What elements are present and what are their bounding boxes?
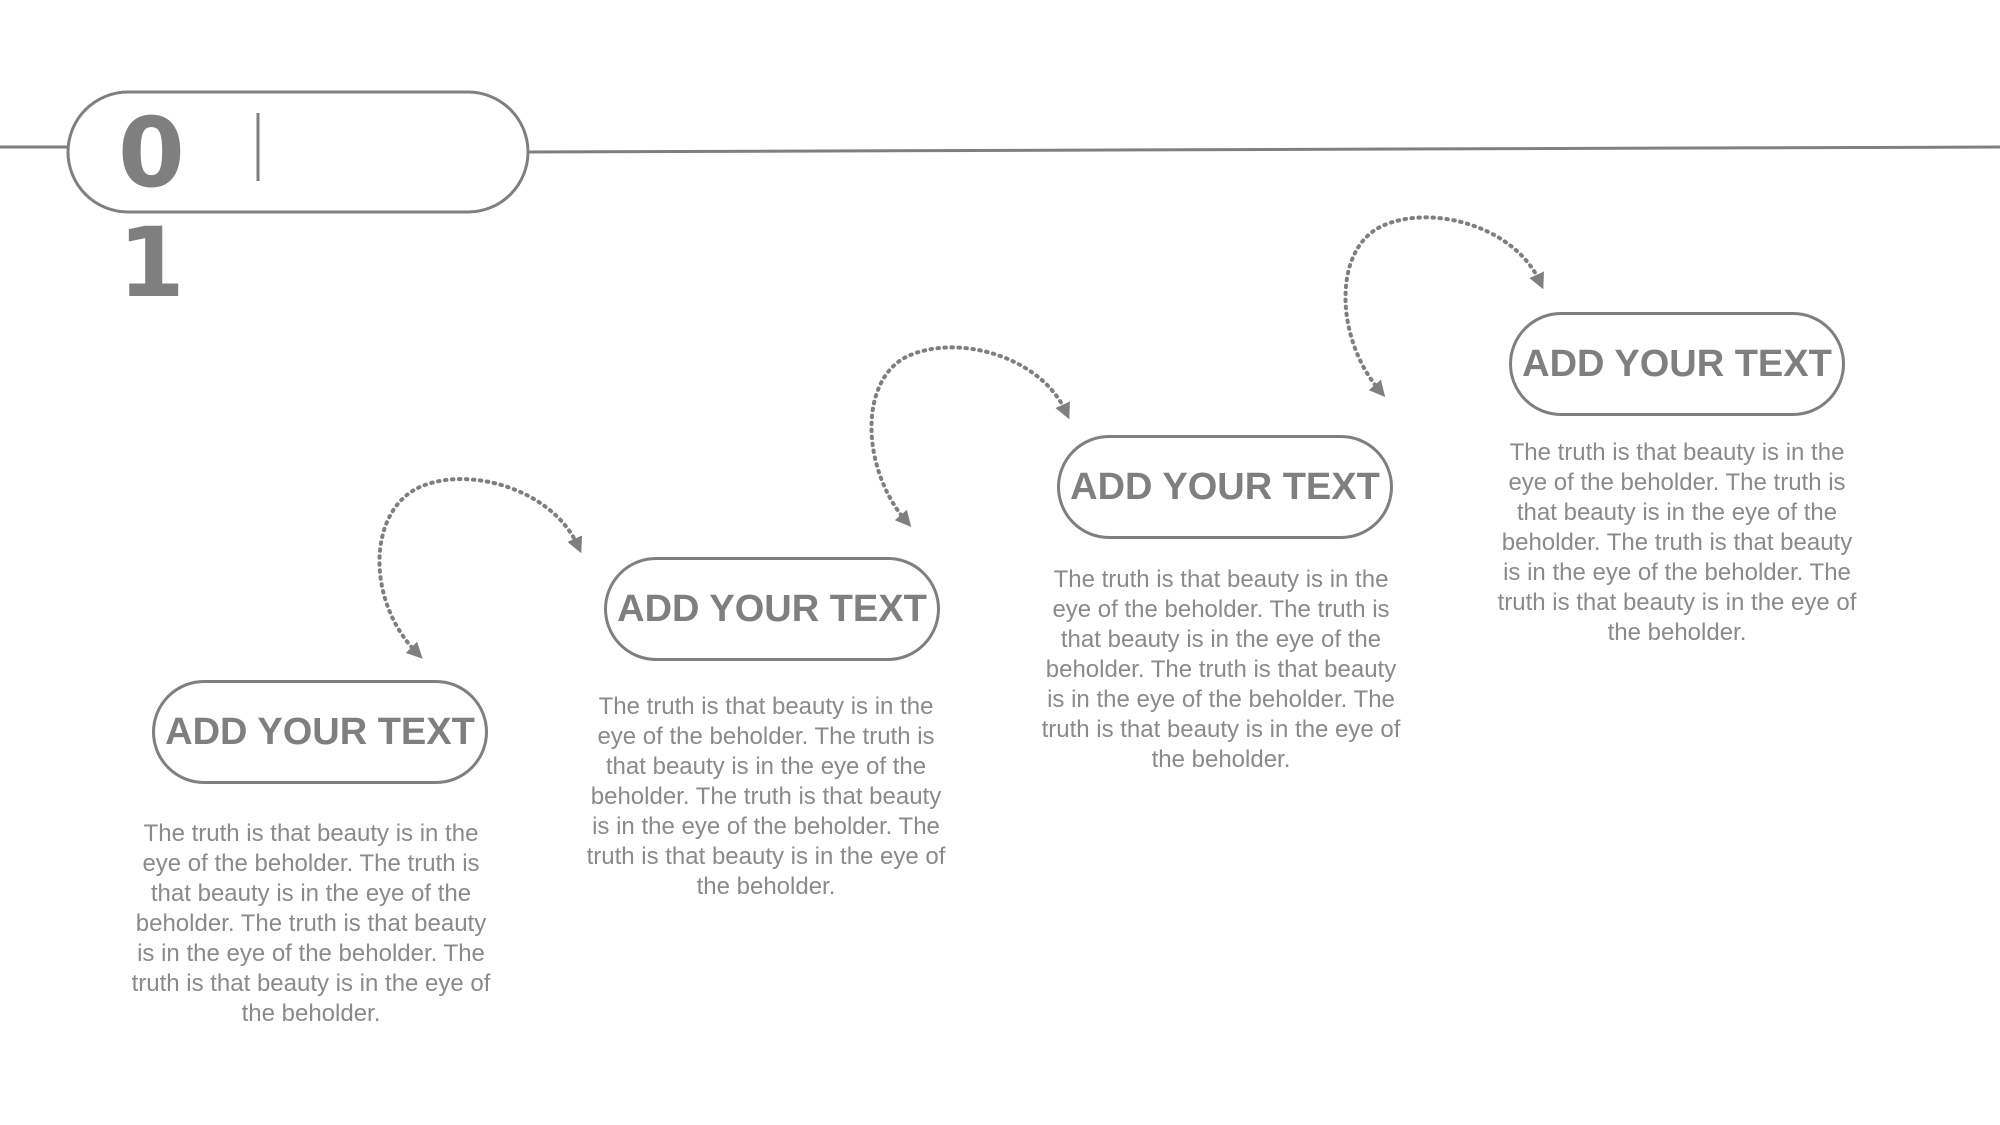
step-1-title: ADD YOUR TEXT [165,710,475,753]
step-3-pill [1057,435,1393,539]
step-4-body: The truth is that beauty is in the eye of the beholder. The truth is that beauty is in the eye of the beholder. The truth is that beauty is in the eye of the beholder. The truth is that beauty is in the eye of the beholder. [1497,439,1857,646]
step-4-title: ADD YOUR TEXT [1522,342,1832,385]
curved-arrow-1 [379,479,578,653]
step-3-title: ADD YOUR TEXT [1070,465,1380,508]
step-2-title: ADD YOUR TEXT [617,587,927,630]
step-4-pill [1509,312,1845,416]
section-number: 01 [118,97,185,319]
step-2-pill [604,557,940,661]
curved-arrow-2 [871,347,1066,521]
step-1-pill [152,680,488,784]
step-3-body: The truth is that beauty is in the eye of the beholder. The truth is that beauty is in the eye of the beholder. The truth is that beauty is in the eye of the beholder. The truth is that beauty is in the eye of the beholder. [1041,566,1401,773]
step-2-body: The truth is that beauty is in the eye of the beholder. The truth is that beauty is in the eye of the beholder. The truth is that beauty is in the eye of the beholder. The truth is that beauty is in the eye of the beholder. [586,693,946,900]
step-1-body: The truth is that beauty is in the eye of the beholder. The truth is that beauty is in the eye of the beholder. The truth is that beauty is in the eye of the beholder. The truth is that beauty is in the eye of the beholder. [131,820,491,1027]
header-line-right [528,147,2000,152]
